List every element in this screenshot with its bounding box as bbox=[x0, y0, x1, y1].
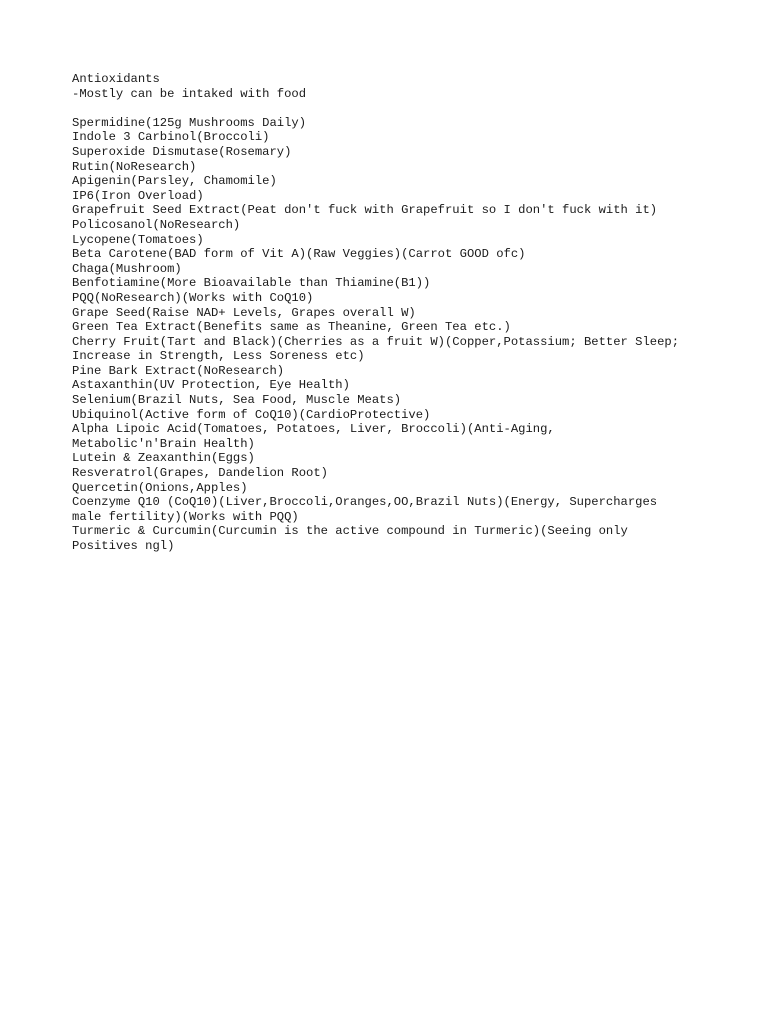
list-item: Spermidine(125g Mushrooms Daily) bbox=[72, 115, 307, 130]
list-item: Quercetin(Onions,Apples) bbox=[72, 480, 248, 495]
list-item: Resveratrol(Grapes, Dandelion Root) bbox=[72, 466, 328, 481]
list-item: Grapefruit Seed Extract(Peat don't fuck with Grapefruit so I don't fuck with it) bbox=[72, 203, 658, 218]
list-item: Lutein & Zeaxanthin(Eggs) bbox=[72, 451, 255, 466]
list-item: Rutin(NoResearch) bbox=[72, 159, 197, 174]
list-item: Lycopene(Tomatoes) bbox=[72, 232, 204, 247]
document-page bbox=[72, 72, 712, 554]
list-item: IP6(Iron Overload) bbox=[72, 188, 204, 203]
list-item: Indole 3 Carbinol(Broccoli) bbox=[72, 130, 270, 145]
list-item: Astaxanthin(UV Protection, Eye Health) bbox=[72, 378, 350, 393]
list-item: Pine Bark Extract(NoResearch) bbox=[72, 363, 285, 378]
list-item: Beta Carotene(BAD form of Vit A)(Raw Veggies)(Carrot GOOD ofc) bbox=[72, 247, 526, 262]
list-item: Superoxide Dismutase(Rosemary) bbox=[72, 144, 292, 159]
list-item-continuation: Increase in Strength, Less Soreness etc) bbox=[72, 349, 365, 364]
list-item: Coenzyme Q10 (CoQ10)(Liver,Broccoli,Oranges,OO,Brazil Nuts)(Energy, Supercharges bbox=[72, 495, 658, 510]
list-item-continuation: male fertility)(Works with PQQ) bbox=[72, 509, 299, 524]
list-item: Green Tea Extract(Benefits same as Theanine, Green Tea etc.) bbox=[72, 320, 511, 335]
document-subtitle: -Mostly can be intaked with food bbox=[72, 86, 307, 101]
document-title: Antioxidants bbox=[72, 72, 160, 86]
list-item: Grape Seed(Raise NAD+ Levels, Grapes overall W) bbox=[72, 305, 416, 320]
list-item: Apigenin(Parsley, Chamomile) bbox=[72, 174, 277, 189]
list-item-continuation: Positives ngl) bbox=[72, 539, 175, 553]
list-item: Policosanol(NoResearch) bbox=[72, 217, 241, 232]
list-item: Selenium(Brazil Nuts, Sea Food, Muscle Meats) bbox=[72, 393, 402, 408]
list-item: Ubiquinol(Active form of CoQ10)(CardioProtective) bbox=[72, 407, 431, 422]
list-item: PQQ(NoResearch)(Works with CoQ10) bbox=[72, 290, 314, 305]
list-item: Turmeric & Curcumin(Curcumin is the active compound in Turmeric)(Seeing only bbox=[72, 524, 628, 539]
list-item: Cherry Fruit(Tart and Black)(Cherries as a fruit W)(Copper,Potassium; Better Sleep; bbox=[72, 334, 680, 349]
blank-line bbox=[72, 101, 712, 116]
list-item: Benfotiamine(More Bioavailable than Thiamine(B1)) bbox=[72, 276, 431, 291]
list-item: Chaga(Mushroom) bbox=[72, 261, 182, 276]
list-item-continuation: Metabolic'n'Brain Health) bbox=[72, 436, 255, 451]
list-item: Alpha Lipoic Acid(Tomatoes, Potatoes, Liver, Broccoli)(Anti-Aging, bbox=[72, 422, 555, 437]
